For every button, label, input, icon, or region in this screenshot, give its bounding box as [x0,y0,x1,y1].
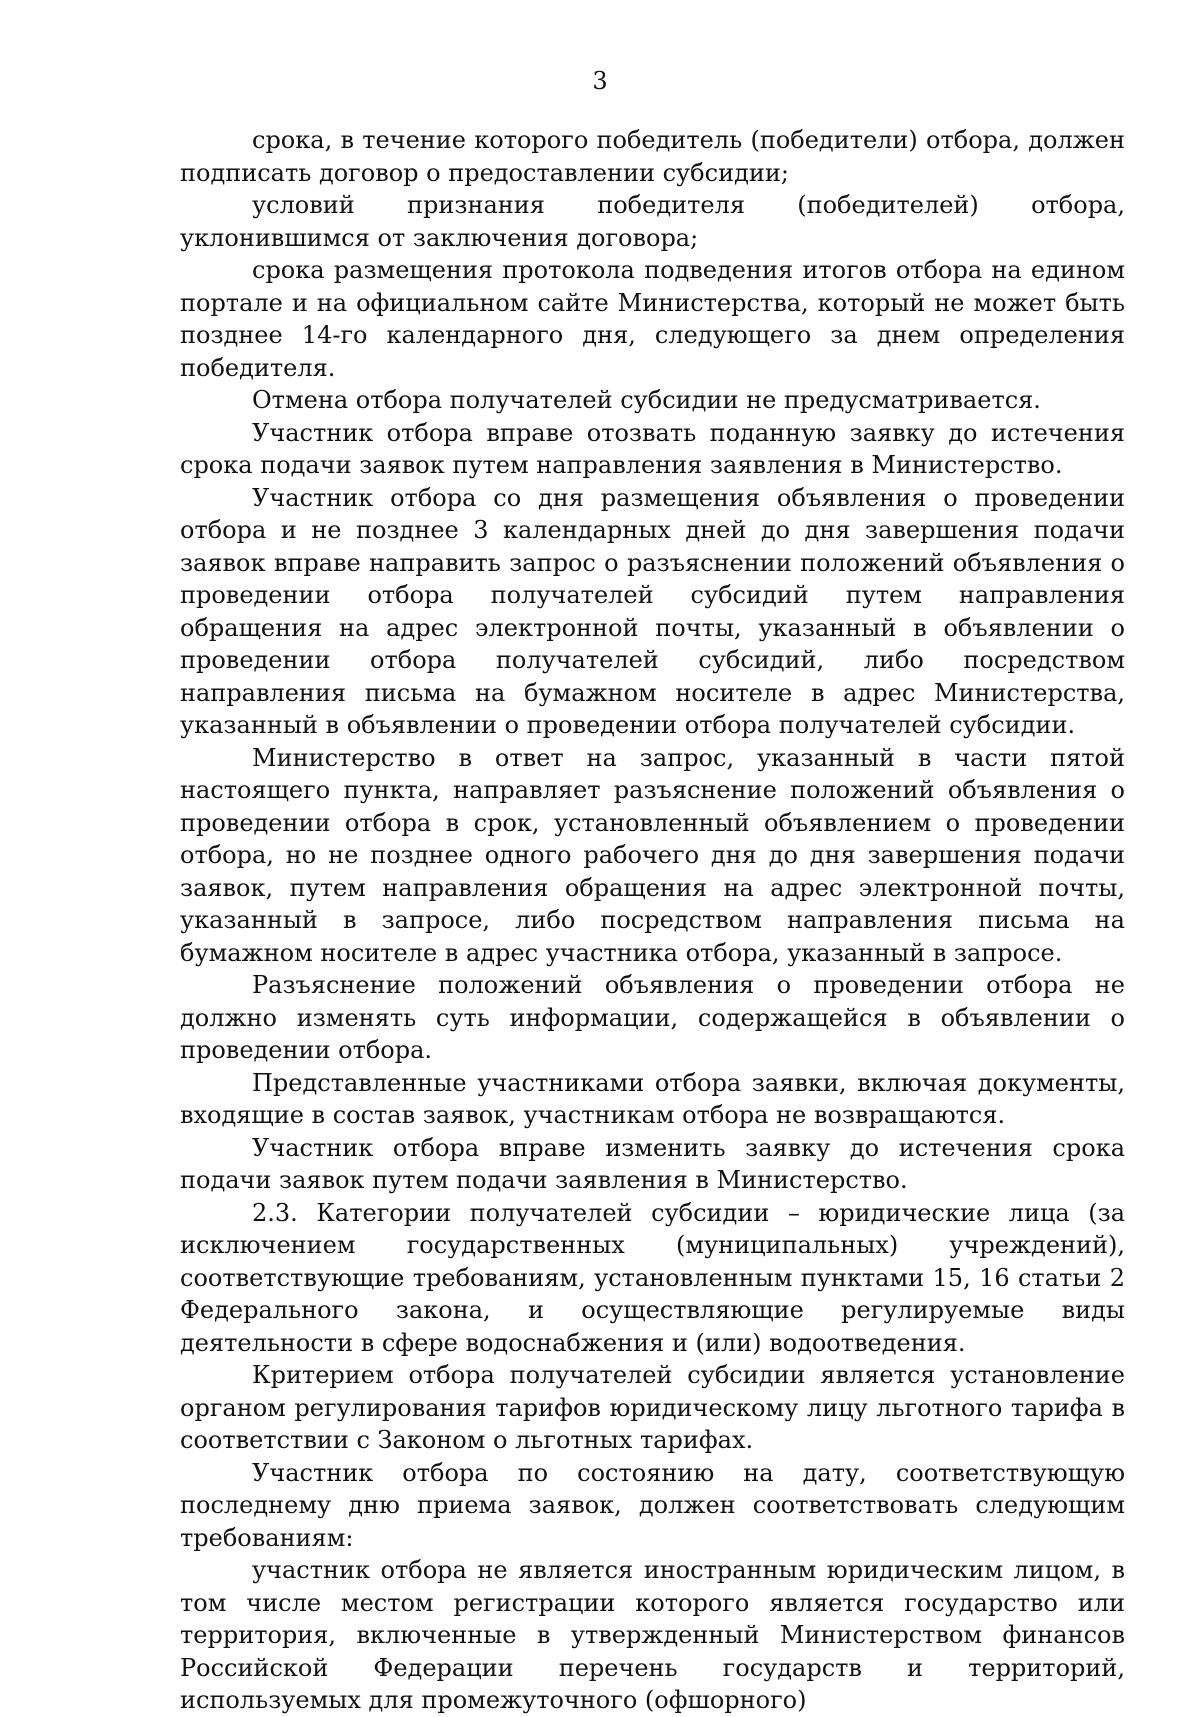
paragraph-selection-criterion: Критерием отбора получателей субсидии является установление органом регулирования тарифов юридическому лицу льготного тарифа в соответствии с Законом о льготных тарифах. [180,1361,1125,1454]
paragraph-no-cancellation: Отмена отбора получателей субсидии не предусматривается. [252,386,1041,414]
paragraph-signing-deadline: срока, в течение которого победитель (победители) отбора, должен подписать договор о предоставлении субсидии; [180,126,1125,187]
paragraph-protocol-publication-deadline: срока размещения протокола подведения итогов отбора на едином портале и на официальном сайте Министерства, который не может быть позднее 14-го календарного дня, следующего за днем определения победителя. [180,256,1125,382]
paragraph-ministry-response: Министерство в ответ на запрос, указанный в части пятой настоящего пункта, направляет разъяснение положений объявления о проведении отбора в срок, установленный объявлением о проведении отбора, но не позднее одного рабочего дня до дня завершения подачи заявок, путем направления обращения на адрес электронной почты, указанный в запросе, либо посредством направления письма на бумажном носителе в адрес участника отбора, указанный в запросе. [180,743,1125,967]
paragraph-recipient-categories: 2.3. Категории получателей субсидии – юридические лица (за исключением государственных (муниципальных) учреждений), соответствующие требованиям, установленным пунктами 15, 16 статьи 2 Федерального закона, и осуществляющие регулируемые виды деятельности в сфере водоснабжения и (или) водоотведения. [180,1198,1125,1357]
page-number: 3 [592,67,608,95]
paragraph-clarification-request: Участник отбора со дня размещения объявления о проведении отбора и не позднее 3 календарных дней до дня завершения подачи заявок вправе направить запрос о разъяснении положений объявления о проведении отбора получателей субсидий путем направления обращения на адрес электронной почты, указанный в объявлении о проведении отбора получателей субсидий, либо посредством направления письма на бумажном носителе в адрес Министерства, указанный в объявлении о проведении отбора получателей субсидии. [180,483,1125,739]
paragraph-application-change: Участник отбора вправе изменить заявку до истечения срока подачи заявок путем подачи заявления в Министерство. [180,1133,1125,1194]
paragraph-winner-evasion-conditions: условий признания победителя (победителей) отбора, уклонившимся от заключения договора; [180,191,1125,252]
paragraph-application-withdrawal: Участник отбора вправе отозвать поданную заявку до истечения срока подачи заявок путем направления заявления в Министерство. [180,418,1125,479]
paragraph-not-foreign-entity: участник отбора не является иностранным юридическим лицом, в том числе местом регистрации которого является государство или территория, включенные в утвержденный Министерством финансов Российской Федерации перечень государств и территорий, используемых для промежуточного (офшорного) [180,1556,1125,1714]
document-body [180,124,1125,1717]
paragraph-clarification-scope: Разъяснение положений объявления о проведении отбора не должно изменять суть информации, содержащейся в объявлении о проведении отбора. [180,971,1125,1064]
paragraph-documents-not-returned: Представленные участниками отбора заявки, включая документы, входящие в состав заявок, участникам отбора не возвращаются. [180,1068,1125,1129]
paragraph-participant-requirements: Участник отбора по состоянию на дату, соответствующую последнему дню приема заявок, должен соответствовать следующим требованиям: [180,1458,1125,1552]
